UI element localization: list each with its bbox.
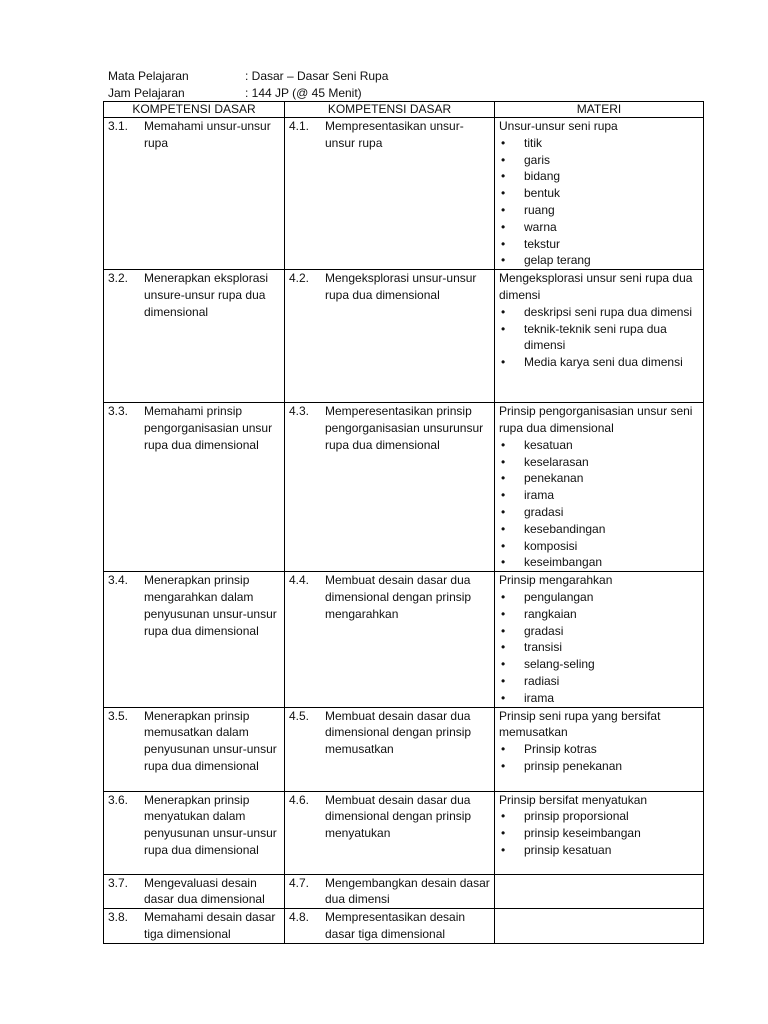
kd3-cell: [104, 909, 285, 944]
list-item: [499, 842, 699, 859]
materi-item-text: radiasi: [524, 673, 560, 688]
list-item: [499, 656, 699, 673]
bullet-icon: •: [501, 236, 506, 251]
materi-item-text: Media karya seni dua dimensi: [524, 355, 683, 370]
materi-item-text: prinsip kesatuan: [524, 842, 612, 857]
materi-list: [499, 304, 699, 371]
list-item: [499, 487, 699, 504]
kd4-cell: [285, 118, 495, 270]
kd4-text: Membuat desain dasar dua dimensional dengan prinsip mengarahkan: [325, 573, 472, 621]
bullet-icon: •: [501, 152, 506, 167]
bullet-icon: •: [501, 135, 506, 150]
kd4-text: Mempresentasikan unsur-unsur rupa: [325, 119, 464, 150]
list-item: [499, 437, 699, 454]
materi-item-text: Prinsip kotras: [524, 742, 597, 757]
materi-list: [499, 135, 699, 269]
list-item: [499, 236, 699, 253]
materi-item-text: gelap terang: [524, 253, 591, 268]
list-item: [499, 521, 699, 538]
materi-item-text: pengulangan: [524, 589, 594, 604]
kd3-cell: [104, 270, 285, 403]
bullet-icon: •: [501, 538, 506, 553]
kd3-text: Menerapkan eksplorasi unsure-unsur rupa dua dimensional: [144, 271, 269, 319]
materi-title: Prinsip mengarahkan: [499, 573, 613, 588]
materi-item-text: gradasi: [524, 623, 564, 638]
materi-item-text: irama: [524, 488, 555, 503]
materi-item-text: penekanan: [524, 471, 584, 486]
table-row: [104, 874, 704, 909]
kd3-text: Memahami unsur-unsur rupa: [144, 119, 271, 150]
subject-label: Mata Pelajaran: [108, 69, 189, 83]
column-header-materi: MATERI: [495, 102, 704, 118]
kd3-content: [108, 572, 280, 639]
kd4-content: [289, 792, 490, 842]
materi-cell: [495, 270, 704, 403]
kd3-cell: [104, 707, 285, 791]
bullet-icon: •: [501, 471, 506, 486]
kd3-cell: [104, 403, 285, 572]
bullet-icon: •: [501, 758, 506, 773]
kd4-number: 4.2.: [289, 271, 310, 286]
kd4-text: Membuat desain dasar dua dimensional dengan prinsip menyatukan: [325, 792, 472, 841]
list-item: [499, 808, 699, 825]
list-item: [499, 504, 699, 521]
kd4-number: 4.5.: [289, 708, 310, 723]
list-item: [499, 202, 699, 219]
kd4-content: [289, 572, 490, 622]
kd4-number: 4.4.: [289, 573, 310, 588]
list-item: [499, 135, 699, 152]
list-item: [499, 354, 699, 371]
list-item: [499, 219, 699, 236]
kd4-cell: [285, 909, 495, 944]
materi-item-text: bidang: [524, 169, 561, 184]
hours-row: [108, 85, 388, 102]
bullet-icon: •: [501, 826, 506, 841]
list-item: [499, 673, 699, 690]
materi-item-text: kesebandingan: [524, 521, 606, 536]
kd3-number: 3.3.: [108, 404, 129, 419]
bullet-icon: •: [501, 673, 506, 688]
materi-title: Mengeksplorasi unsur seni rupa dua dimensi: [499, 271, 693, 302]
subject-row: [108, 68, 388, 85]
bullet-icon: •: [501, 186, 506, 201]
materi-cell: [495, 118, 704, 270]
column-header-kd4: KOMPETENSI DASAR: [285, 102, 495, 118]
list-item: [499, 538, 699, 555]
materi-item-text: warna: [524, 219, 557, 234]
bullet-icon: •: [501, 488, 506, 503]
bullet-icon: •: [501, 606, 506, 621]
bullet-icon: •: [501, 521, 506, 536]
list-item: [499, 304, 699, 321]
kd4-number: 4.6.: [289, 792, 310, 807]
bullet-icon: •: [501, 657, 506, 672]
list-item: [499, 470, 699, 487]
table-row: [104, 270, 704, 403]
materi-item-text: prinsip proporsional: [524, 809, 629, 824]
materi-item-text: selang-seling: [524, 657, 595, 672]
materi-title: Unsur-unsur seni rupa: [499, 119, 618, 133]
column-header-kd3: KOMPETENSI DASAR: [104, 102, 285, 118]
kd3-content: [108, 118, 280, 152]
materi-item-text: transisi: [524, 640, 563, 655]
subject-value: : Dasar – Dasar Seni Rupa: [245, 69, 389, 83]
kd3-text: Memahami prinsip pengorganisasian unsur rupa dua dimensional: [144, 404, 273, 452]
kd3-text: Menerapkan prinsip memusatkan dalam penyusunan unsur-unsur rupa dua dimensional: [144, 708, 277, 773]
kd3-text: Menerapkan prinsip mengarahkan dalam penyusunan unsur-unsur rupa dua dimensional: [144, 573, 277, 638]
bullet-icon: •: [501, 454, 506, 469]
kd3-content: [108, 403, 280, 453]
hours-label: Jam Pelajaran: [108, 86, 185, 100]
materi-item-text: irama: [524, 690, 555, 705]
bullet-icon: •: [501, 742, 506, 757]
materi-list: [499, 589, 699, 707]
materi-item-text: kesatuan: [524, 437, 573, 452]
list-item: [499, 554, 699, 571]
hours-value: : 144 JP (@ 45 Menit): [245, 86, 362, 100]
bullet-icon: •: [501, 321, 506, 336]
table-row: [104, 707, 704, 791]
kd3-number: 3.5.: [108, 708, 129, 723]
bullet-icon: •: [501, 202, 506, 217]
materi-item-text: komposisi: [524, 538, 578, 553]
kd4-number: 4.7.: [289, 875, 310, 890]
table-body: [104, 118, 704, 944]
bullet-icon: •: [501, 690, 506, 705]
materi-item-text: prinsip keseimbangan: [524, 826, 641, 841]
kd3-number: 3.7.: [108, 875, 129, 890]
materi-item-text: prinsip penekanan: [524, 758, 623, 773]
list-item: [499, 758, 699, 775]
materi-item-text: keseimbangan: [524, 555, 603, 570]
table-row: [104, 118, 704, 270]
kd3-cell: [104, 572, 285, 707]
kd4-content: [289, 909, 490, 943]
list-item: [499, 454, 699, 471]
kd3-content: [108, 792, 280, 859]
bullet-icon: •: [501, 589, 506, 604]
kd4-number: 4.8.: [289, 910, 310, 925]
kd4-number: 4.1.: [289, 119, 310, 133]
materi-item-text: titik: [524, 135, 542, 150]
table-header-row: [104, 102, 704, 118]
kd4-cell: [285, 572, 495, 707]
materi-cell: [495, 707, 704, 791]
bullet-icon: •: [501, 253, 506, 268]
kd4-cell: [285, 707, 495, 791]
materi-cell: [495, 572, 704, 707]
bullet-icon: •: [501, 555, 506, 570]
materi-item-text: deskripsi seni rupa dua dimensi: [524, 304, 693, 319]
materi-item-text: ruang: [524, 202, 555, 217]
kd4-text: Membuat desain dasar dua dimensional dengan prinsip memusatkan: [325, 708, 472, 757]
materi-title: Prinsip seni rupa yang bersifat memusatkan: [499, 708, 661, 740]
list-item: [499, 741, 699, 758]
kd4-content: [289, 708, 490, 758]
kd4-number: 4.3.: [289, 404, 310, 419]
kd4-text: Memperesentasikan prinsip pengorganisasian unsurunsur rupa dua dimensional: [325, 404, 484, 452]
kd3-number: 3.1.: [108, 119, 129, 133]
bullet-icon: •: [501, 355, 506, 370]
list-item: [499, 589, 699, 606]
materi-cell: [495, 791, 704, 874]
bullet-icon: •: [501, 842, 506, 857]
bullet-icon: •: [501, 304, 506, 319]
list-item: [499, 639, 699, 656]
bullet-icon: •: [501, 219, 506, 234]
table-row: [104, 909, 704, 944]
materi-list: [499, 808, 699, 858]
materi-title: Prinsip bersifat menyatukan: [499, 792, 648, 807]
kd4-cell: [285, 874, 495, 909]
materi-cell: [495, 909, 704, 944]
bullet-icon: •: [501, 169, 506, 184]
document-header: [108, 68, 388, 102]
kd3-content: [108, 708, 280, 775]
materi-item-text: gradasi: [524, 504, 564, 519]
materi-item-text: rangkaian: [524, 606, 577, 621]
list-item: [499, 185, 699, 202]
list-item: [499, 168, 699, 185]
kd3-number: 3.2.: [108, 271, 129, 286]
kd4-cell: [285, 403, 495, 572]
table-row: [104, 403, 704, 572]
list-item: [499, 623, 699, 640]
kd4-content: [289, 403, 490, 453]
bullet-icon: •: [501, 623, 506, 638]
materi-item-text: bentuk: [524, 186, 561, 201]
materi-cell: [495, 874, 704, 909]
kd3-cell: [104, 791, 285, 874]
table-row: [104, 572, 704, 707]
kd3-number: 3.8.: [108, 910, 129, 925]
table-row: [104, 791, 704, 874]
kd4-content: [289, 118, 490, 152]
materi-cell: [495, 403, 704, 572]
kd4-text: Mengembangkan desain dasar dua dimensi: [325, 875, 490, 907]
materi-item-text: teknik-teknik seni rupa dua dimensi: [524, 321, 667, 353]
kd4-cell: [285, 791, 495, 874]
kd3-number: 3.6.: [108, 792, 129, 807]
bullet-icon: •: [501, 437, 506, 452]
materi-title: Prinsip pengorganisasian unsur seni rupa dua dimensional: [499, 404, 693, 435]
list-item: [499, 321, 699, 355]
bullet-icon: •: [501, 504, 506, 519]
list-item: [499, 152, 699, 169]
kd3-text: Memahami desain dasar tiga dimensional: [144, 910, 276, 941]
kd4-content: [289, 270, 490, 304]
kd3-content: [108, 270, 280, 320]
list-item: [499, 825, 699, 842]
kd3-text: Menerapkan prinsip menyatukan dalam penyusunan unsur-unsur rupa dua dimensional: [144, 792, 277, 857]
kd3-text: Mengevaluasi desain dasar dua dimensional: [144, 875, 265, 907]
bullet-icon: •: [501, 809, 506, 824]
kd3-number: 3.4.: [108, 573, 129, 588]
kd3-content: [108, 909, 280, 943]
kd3-content: [108, 875, 280, 909]
competency-table: [103, 101, 704, 944]
list-item: [499, 252, 699, 269]
kd4-content: [289, 875, 490, 909]
bullet-icon: •: [501, 640, 506, 655]
materi-list: [499, 437, 699, 571]
kd3-cell: [104, 874, 285, 909]
materi-list: [499, 741, 699, 775]
list-item: [499, 606, 699, 623]
materi-item-text: keselarasan: [524, 454, 589, 469]
materi-item-text: garis: [524, 152, 551, 167]
kd4-cell: [285, 270, 495, 403]
list-item: [499, 690, 699, 707]
kd4-text: Mempresentasikan desain dasar tiga dimensional: [325, 910, 466, 941]
kd3-cell: [104, 118, 285, 270]
materi-item-text: tekstur: [524, 236, 561, 251]
kd4-text: Mengeksplorasi unsur-unsur rupa dua dimensional: [325, 271, 477, 302]
